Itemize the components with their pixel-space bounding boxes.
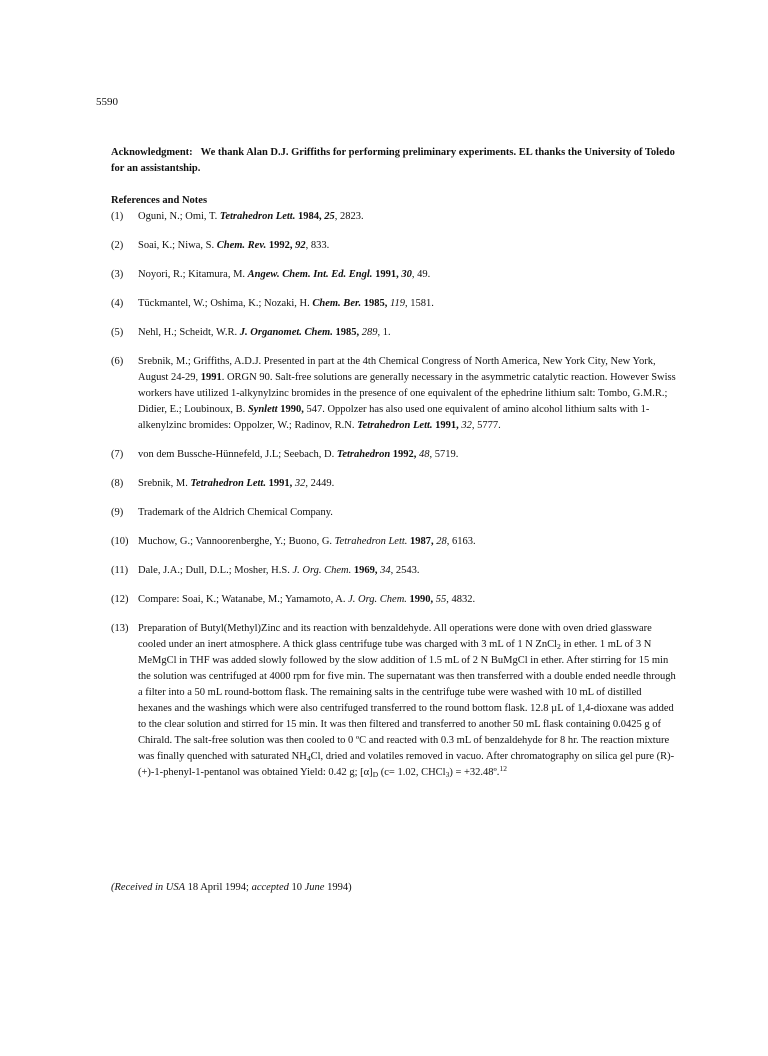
reference-authors: Soai, K.; Niwa, S. [138, 240, 217, 251]
reference-year: 1990, [406, 594, 436, 605]
reference-journal: J. Org. Chem. [348, 594, 407, 605]
reference-pages: , 49. [411, 269, 431, 280]
reference-journal: Tetrahedron Lett. [334, 536, 408, 547]
subscript: 3 [445, 770, 450, 779]
acknowledgment-paragraph [111, 145, 677, 177]
reference-12 [111, 592, 677, 608]
reference-journal: Tetrahedron Lett. [219, 211, 296, 222]
reference-volume: 119 [389, 298, 405, 309]
reference-pages: , 4832. [446, 594, 476, 605]
reference-number: (3) [111, 269, 124, 280]
received-open-paren: ( [111, 882, 115, 893]
reference-journal: Synlett [247, 404, 278, 415]
subscript: 4 [306, 754, 311, 763]
reference-text: Cl, dried and volatiles removed in vacuo. After chromatography on silica gel pure (R)-(+)-1-phenyl-1-pentanol was obtained Yield: 0.42 g; [α] [138, 751, 675, 778]
reference-pages: , 5719. [429, 449, 459, 460]
reference-pages: , 1. [377, 327, 391, 338]
reference-text: ) = +32.48º. [449, 767, 500, 778]
reference-year: 1991 [200, 372, 222, 383]
reference-authors: Nehl, H.; Scheidt, W.R. [138, 327, 240, 338]
reference-volume: 55 [435, 594, 447, 605]
reference-authors: von dem Bussche-Hünnefeld, J.L; Seebach, D. [138, 449, 337, 460]
reference-9 [111, 505, 677, 521]
reference-journal: Chem. Rev. [216, 240, 267, 251]
reference-volume: 32 [461, 420, 472, 431]
reference-volume: 289 [361, 327, 378, 338]
references-heading: References and Notes [111, 195, 208, 206]
reference-5 [111, 325, 677, 341]
reference-text: in ether. 1 mL of 3 N MeMgCl in THF was added slowly followed by the slow addition of 1.5 mL of 2 N BuMgCl in ether. After stirring for 15 min the solution was centrifuged at 4000 rpm for five min. The supernatant was then transferred with a double ended needle through a filter into a 50 mL round-bottom flask. The remaining salts in the centrifuge tube were washed with 10 mL of distilled hexanes and the washings which were also centrifuged transferred to the round bottom flask. 12.8 µL of 1,4-dioxane was added to the clear solution and stirred for 15 min. It was then filtered and transferred to another 50 mL flask containing 0.0425 g of Chirald. The salt-free solution was then cooled to 0 ºC and reacted with 0.3 mL of benzaldehyde for 8 hr. The reaction mixture was finally quenched with saturated NH [138, 639, 676, 762]
reference-text: . ORGN 90. Salt-free solutions are generally necessary in the asymmetric catalytic reaction. However Swiss workers have utilized 1-alkynylzinc bromides in the presence of one equivalent of the ephedrine lithium salt: Tombo, G.M.R.; Didier, E.; Loubinoux, B. [138, 372, 676, 415]
reference-number: (4) [111, 298, 124, 309]
reference-year: 1984, [295, 211, 325, 222]
reference-pages: , 5777. [471, 420, 501, 431]
superscript: 12 [499, 764, 507, 773]
reference-authors: Compare: Soai, K.; Watanabe, M.; Yamamoto, A. [138, 594, 349, 605]
reference-journal: Chem. Ber. [312, 298, 362, 309]
reference-authors: Noyori, R.; Kitamura, M. [138, 269, 248, 280]
reference-text: 547. Oppolzer has also used one equivalent of amino alcohol lithium salts with 1-alkenylzinc bromides: Oppolzer, W.; Radinov, R.N. [138, 404, 650, 431]
reference-text: Trademark of the Aldrich Chemical Company. [138, 507, 333, 518]
acknowledgment-label: Acknowledgment: [111, 147, 193, 158]
accepted-day: 10 [288, 882, 305, 893]
reference-number: (5) [111, 327, 124, 338]
accepted-label: accepted [251, 882, 289, 893]
reference-10 [111, 534, 677, 550]
reference-3 [111, 267, 677, 283]
reference-text: Srebnik, M.; Griffiths, A.D.J. Presented in part at the 4th Chemical Congress of North America, New York City, New York, August 24-29, [138, 356, 656, 383]
reference-volume: 32 [294, 478, 306, 489]
reference-year: 1985, [332, 327, 362, 338]
reference-volume: 48 [419, 449, 430, 460]
received-line [111, 880, 352, 896]
reference-8 [111, 476, 677, 492]
reference-year: 1991, [372, 269, 402, 280]
reference-journal: J. Org. Chem. [292, 565, 352, 576]
reference-year: 1992, [390, 449, 420, 460]
reference-number: (2) [111, 240, 124, 251]
reference-volume: 34 [380, 565, 391, 576]
reference-pages: , 6163. [446, 536, 476, 547]
reference-year: 1992, [266, 240, 296, 251]
reference-number: (8) [111, 478, 124, 489]
reference-number: (9) [111, 507, 124, 518]
reference-number: (1) [111, 211, 124, 222]
reference-year: 1991, [432, 420, 462, 431]
reference-1 [111, 209, 677, 225]
reference-volume: 92 [295, 240, 306, 251]
reference-authors: Tückmantel, W.; Oshima, K.; Nozaki, H. [138, 298, 313, 309]
received-date: 18 April 1994; [185, 882, 252, 893]
reference-pages: , 2543. [390, 565, 420, 576]
acknowledgment-text: We thank Alan D.J. Griffiths for performing preliminary experiments. EL thanks the University of Toledo for an assistantship. [111, 147, 675, 174]
reference-journal: J. Organomet. Chem. [239, 327, 333, 338]
reference-text: Preparation of Butyl(Methyl)Zinc and its reaction with benzaldehyde. All operations were done with oven dried glassware cooled under an inert atmosphere. A thick glass centrifuge tube was charged with 3 mL of 1 N ZnCl [138, 623, 652, 650]
subscript: 2 [557, 642, 561, 651]
subscript: D [372, 770, 379, 779]
reference-year: 1991, [265, 478, 295, 489]
accepted-month: June [304, 882, 325, 893]
reference-authors: Dale, J.A.; Dull, D.L.; Mosher, H.S. [138, 565, 293, 576]
reference-authors: Oguni, N.; Omi, T. [138, 211, 220, 222]
reference-volume: 25 [324, 211, 335, 222]
reference-authors: Muchow, G.; Vannoorenberghe, Y.; Buono, G. [138, 536, 335, 547]
reference-authors: Srebnik, M. [138, 478, 191, 489]
reference-4 [111, 296, 677, 312]
reference-number: (11) [111, 565, 129, 576]
reference-number: (6) [111, 356, 124, 367]
reference-11 [111, 563, 677, 579]
reference-pages: , 833. [305, 240, 330, 251]
reference-pages: , 1581. [404, 298, 434, 309]
reference-number: (13) [111, 623, 129, 634]
reference-year: 1985, [361, 298, 390, 309]
page-number: 5590 [96, 96, 118, 108]
reference-year: 1990, [277, 404, 307, 415]
reference-number: (10) [111, 536, 129, 547]
received-label: Received in USA [114, 882, 186, 893]
reference-journal: Tetrahedron Lett. [357, 420, 433, 431]
reference-number: (12) [111, 594, 129, 605]
accepted-year: 1994) [324, 882, 352, 893]
reference-pages: , 2449. [305, 478, 335, 489]
reference-13 [111, 621, 677, 781]
reference-year: 1987, [407, 536, 437, 547]
reference-volume: 30 [401, 269, 412, 280]
reference-number: (7) [111, 449, 124, 460]
reference-journal: Angew. Chem. Int. Ed. Engl. [247, 269, 373, 280]
reference-year: 1969, [351, 565, 381, 576]
reference-volume: 28 [436, 536, 447, 547]
reference-7 [111, 447, 677, 463]
reference-journal: Tetrahedron [336, 449, 391, 460]
reference-6 [111, 354, 677, 434]
references-list [111, 209, 677, 794]
reference-pages: , 2823. [334, 211, 364, 222]
reference-2 [111, 238, 677, 254]
reference-journal: Tetrahedron Lett. [190, 478, 266, 489]
reference-text: (c= 1.02, CHCl [378, 767, 446, 778]
